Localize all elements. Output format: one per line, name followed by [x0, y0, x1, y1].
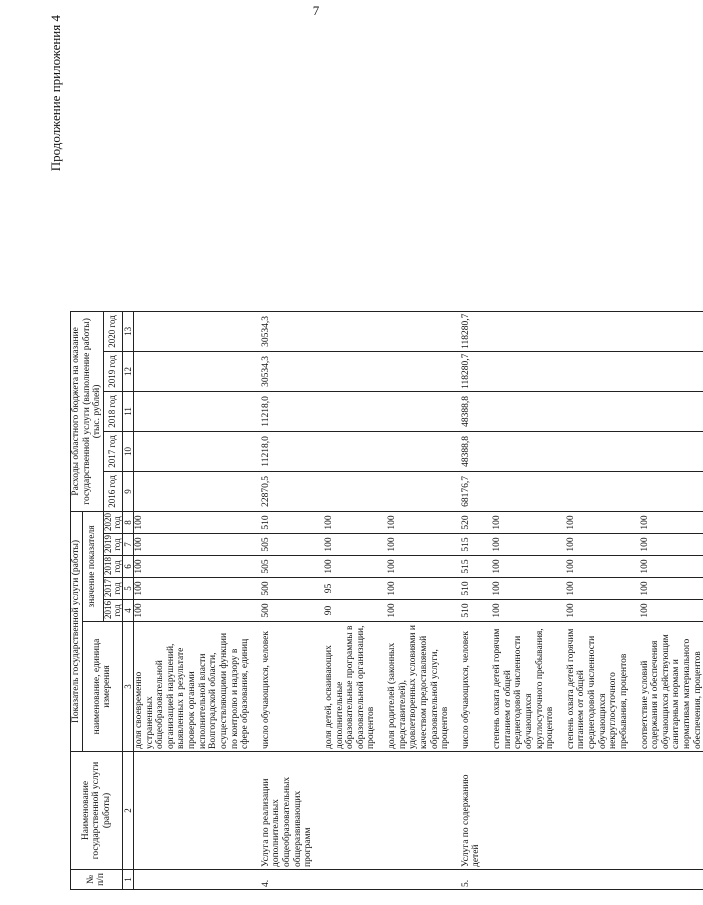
gap-cell [377, 351, 387, 391]
expense-value: 22870,5 [261, 471, 314, 511]
row-num [133, 870, 250, 890]
indicator-value: 100 [566, 578, 630, 600]
row-gap [630, 19, 640, 889]
expense-value [324, 351, 377, 391]
gap-cell [251, 534, 261, 556]
gap-cell [556, 311, 566, 351]
indicator-name: доля родителей (законных представителей), удовлетворенных условиями и качеством предоставляемой образовательной услуги, процентов [387, 622, 451, 752]
year-header-8: 2019 год [103, 351, 122, 391]
service-name [133, 752, 250, 870]
gap-spacer [451, 19, 461, 311]
indicator-value: 100 [640, 511, 703, 533]
expense-value [324, 311, 377, 351]
column-index-12: 12 [122, 351, 133, 391]
gap-cell [251, 578, 261, 600]
expense-value [640, 471, 703, 511]
expense-value: 30534,3 [261, 351, 314, 391]
gap-cell [314, 622, 324, 752]
indicator-value: 100 [133, 556, 250, 578]
row-spacer [261, 19, 314, 311]
expense-value [640, 391, 703, 431]
expense-value [387, 351, 451, 391]
gap-cell [377, 870, 387, 890]
service-name [492, 752, 556, 870]
gap-cell [377, 556, 387, 578]
gap-spacer [482, 19, 492, 311]
year-header-4: 2020 год [103, 511, 122, 533]
expense-value [133, 311, 250, 351]
gap-cell [556, 556, 566, 578]
gap-cell [251, 870, 261, 890]
year-header-1: 2017 год [103, 578, 122, 600]
row-gap [451, 19, 461, 889]
expense-value [387, 471, 451, 511]
gap-cell [556, 534, 566, 556]
row-spacer [640, 19, 703, 311]
gap-spacer [251, 19, 261, 311]
expense-value [566, 351, 630, 391]
gap-cell [377, 534, 387, 556]
row-spacer [461, 19, 482, 311]
gap-cell [314, 471, 324, 511]
gap-cell [556, 391, 566, 431]
header-spacer [71, 19, 123, 311]
indicator-value: 100 [492, 534, 556, 556]
expense-value [492, 471, 556, 511]
expense-value [133, 351, 250, 391]
expense-value: 11218,0 [261, 431, 314, 471]
row-gap [482, 19, 492, 889]
gap-cell [482, 471, 492, 511]
gap-cell [482, 600, 492, 622]
header-indicator-name: наименование, единица измерения [82, 622, 122, 752]
expense-value [133, 431, 250, 471]
gap-cell [451, 534, 461, 556]
gap-cell [630, 471, 640, 511]
header-num: № п/п [71, 870, 123, 890]
indicator-value: 505 [261, 534, 314, 556]
indicator-name: число обучающихся, человек [461, 622, 482, 752]
gap-cell [630, 556, 640, 578]
expense-value: 11218,0 [261, 391, 314, 431]
gap-cell [482, 391, 492, 431]
gap-cell [482, 578, 492, 600]
service-name [387, 752, 451, 870]
row-num [492, 870, 556, 890]
indicator-value: 510 [261, 511, 314, 533]
gap-cell [377, 471, 387, 511]
gap-cell [482, 511, 492, 533]
expense-value [324, 471, 377, 511]
indicator-value: 100 [566, 534, 630, 556]
gap-cell [630, 600, 640, 622]
column-index-7: 7 [122, 534, 133, 556]
gap-spacer [314, 19, 324, 311]
expense-value [387, 431, 451, 471]
service-name [566, 752, 630, 870]
expense-value: 68176,7 [461, 471, 482, 511]
expense-value [640, 351, 703, 391]
gap-cell [377, 600, 387, 622]
indicator-value: 100 [387, 534, 451, 556]
expense-value [133, 391, 250, 431]
row-spacer [133, 19, 250, 311]
gap-cell [314, 578, 324, 600]
column-index-1: 1 [122, 870, 133, 890]
service-name: Услуга по реализации дополнительных общеобразовательных общеразвивающих программ [261, 752, 314, 870]
gap-cell [314, 752, 324, 870]
gap-cell [556, 600, 566, 622]
row-num: 5. [461, 870, 482, 890]
services-table [70, 19, 703, 890]
indicator-value: 515 [461, 534, 482, 556]
column-index-13: 13 [122, 311, 133, 351]
gap-spacer [556, 19, 566, 311]
expense-value [324, 391, 377, 431]
indicator-value: 100 [133, 600, 250, 622]
column-index-spacer [122, 19, 133, 311]
row-num [640, 870, 703, 890]
gap-cell [251, 622, 261, 752]
gap-cell [251, 351, 261, 391]
expense-value [566, 311, 630, 351]
indicator-value: 510 [461, 578, 482, 600]
expense-value [566, 471, 630, 511]
table-row [261, 19, 314, 889]
gap-cell [451, 752, 461, 870]
gap-cell [630, 431, 640, 471]
gap-cell [630, 351, 640, 391]
indicator-value: 90 [324, 600, 377, 622]
gap-cell [314, 511, 324, 533]
indicator-value: 100 [324, 556, 377, 578]
header-service: Наименование государственной услуги (работы) [71, 752, 123, 870]
table-row [461, 19, 482, 889]
indicator-name: соответствие условий содержания и обеспечения обучающихся действующим санитарным нормам и нормативам материального обеспечения, процентов [640, 622, 703, 752]
indicator-value: 100 [640, 556, 703, 578]
gap-cell [482, 311, 492, 351]
gap-cell [556, 578, 566, 600]
service-name: Услуга по содержанию детей [461, 752, 482, 870]
gap-cell [314, 351, 324, 391]
gap-cell [630, 511, 640, 533]
column-index-2: 2 [122, 752, 133, 870]
column-index-3: 3 [122, 622, 133, 752]
gap-cell [630, 578, 640, 600]
gap-cell [556, 752, 566, 870]
row-num: 4. [261, 870, 314, 890]
indicator-value: 500 [261, 578, 314, 600]
year-header-5: 2016 год [103, 471, 122, 511]
gap-cell [556, 351, 566, 391]
gap-cell [482, 534, 492, 556]
indicator-name: число обучающихся, человек [261, 622, 314, 752]
row-spacer [566, 19, 630, 311]
service-name [324, 752, 377, 870]
expense-value [387, 311, 451, 351]
indicator-value: 100 [492, 578, 556, 600]
row-spacer [387, 19, 451, 311]
column-index-11: 11 [122, 391, 133, 431]
gap-cell [630, 870, 640, 890]
table-row [324, 19, 377, 889]
year-header-0: 2016 год [103, 600, 122, 622]
column-index-10: 10 [122, 431, 133, 471]
gap-cell [630, 311, 640, 351]
row-gap [314, 19, 324, 889]
year-header-7: 2018 год [103, 391, 122, 431]
indicator-value: 100 [324, 534, 377, 556]
gap-cell [482, 556, 492, 578]
expense-value: 48388,8 [461, 431, 482, 471]
indicator-name: доля детей, осваивающих дополнительные образовательные программы в образовательной организации, процентов [324, 622, 377, 752]
table-row [133, 19, 250, 889]
indicator-value: 100 [133, 511, 250, 533]
header-indicator-values: значение показателя [82, 511, 103, 621]
gap-cell [482, 870, 492, 890]
gap-cell [251, 600, 261, 622]
indicator-name: доля своевременно устраненных общеобразовательной организацией нарушений, выявленных в результате проверок органами исполнительной власти Волгоградской области, осуществляющими функции по контролю и надзору в сфере образования, единиц [133, 622, 250, 752]
indicator-value: 515 [461, 556, 482, 578]
expense-value: 118280,7 [461, 311, 482, 351]
gap-cell [451, 311, 461, 351]
gap-cell [377, 391, 387, 431]
indicator-value: 520 [461, 511, 482, 533]
service-name [640, 752, 703, 870]
expense-value [387, 391, 451, 431]
indicator-value: 100 [324, 511, 377, 533]
rotated-table-sheet [36, 15, 703, 890]
indicator-value: 100 [387, 578, 451, 600]
gap-cell [630, 391, 640, 431]
year-header-2: 2018 год [103, 556, 122, 578]
gap-cell [314, 431, 324, 471]
indicator-value: 100 [492, 556, 556, 578]
gap-cell [630, 752, 640, 870]
expense-value [492, 391, 556, 431]
expense-value: 30534,3 [261, 311, 314, 351]
gap-cell [314, 391, 324, 431]
gap-cell [556, 471, 566, 511]
gap-cell [630, 622, 640, 752]
gap-cell [451, 578, 461, 600]
header-expenses: Расходы областного бюджета на оказание государственной услуги (выполнение работы) (тыс. рублей) [71, 311, 104, 511]
gap-cell [251, 431, 261, 471]
expense-value: 48388,8 [461, 391, 482, 431]
gap-cell [377, 622, 387, 752]
row-gap [251, 19, 261, 889]
table-body [133, 19, 703, 889]
expense-value [492, 431, 556, 471]
indicator-value: 100 [640, 600, 703, 622]
row-num [387, 870, 451, 890]
gap-cell [314, 600, 324, 622]
gap-cell [314, 311, 324, 351]
column-index-8: 8 [122, 511, 133, 533]
indicator-value: 100 [387, 511, 451, 533]
expense-value [492, 351, 556, 391]
table-row [566, 19, 630, 889]
gap-cell [451, 471, 461, 511]
gap-cell [482, 752, 492, 870]
gap-cell [377, 511, 387, 533]
gap-cell [314, 870, 324, 890]
column-index-6: 6 [122, 556, 133, 578]
gap-cell [451, 870, 461, 890]
column-index-4: 4 [122, 600, 133, 622]
header-indicator-group: Показатель государственной услуги (работы) [71, 511, 83, 751]
column-index-9: 9 [122, 471, 133, 511]
expense-value [492, 311, 556, 351]
indicator-value: 100 [566, 556, 630, 578]
expense-value [133, 471, 250, 511]
gap-cell [451, 556, 461, 578]
row-num [324, 870, 377, 890]
indicator-value: 100 [640, 578, 703, 600]
indicator-value: 500 [261, 600, 314, 622]
column-index-5: 5 [122, 578, 133, 600]
year-header-6: 2017 год [103, 431, 122, 471]
indicator-value: 100 [387, 556, 451, 578]
gap-cell [377, 431, 387, 471]
expense-value [640, 311, 703, 351]
expense-value [324, 431, 377, 471]
gap-cell [451, 622, 461, 752]
gap-cell [251, 391, 261, 431]
gap-cell [451, 351, 461, 391]
gap-cell [556, 511, 566, 533]
indicator-value: 100 [566, 511, 630, 533]
row-num [566, 870, 630, 890]
table-row [387, 19, 451, 889]
gap-spacer [630, 19, 640, 311]
table-row [492, 19, 556, 889]
indicator-value: 100 [566, 600, 630, 622]
gap-cell [251, 311, 261, 351]
expense-value [566, 431, 630, 471]
continuation-label: Продолжение приложения 4 [48, 15, 63, 172]
expense-value [566, 391, 630, 431]
gap-cell [377, 578, 387, 600]
gap-cell [482, 431, 492, 471]
gap-cell [251, 556, 261, 578]
expense-value [640, 431, 703, 471]
row-spacer [492, 19, 556, 311]
expense-value: 118280,7 [461, 351, 482, 391]
row-gap [377, 19, 387, 889]
indicator-value: 95 [324, 578, 377, 600]
gap-cell [556, 431, 566, 471]
indicator-name: степень охвата детей горячим питанием от общей среднегодовой численности обучающихся круглосуточного пребывания, процентов [492, 622, 556, 752]
gap-cell [451, 600, 461, 622]
gap-cell [314, 556, 324, 578]
gap-cell [251, 752, 261, 870]
gap-cell [451, 511, 461, 533]
column-index-row [122, 19, 133, 889]
indicator-value: 100 [640, 534, 703, 556]
indicator-value: 100 [492, 511, 556, 533]
gap-cell [451, 431, 461, 471]
gap-spacer [377, 19, 387, 311]
indicator-value: 100 [387, 600, 451, 622]
year-header-9: 2020 год [103, 311, 122, 351]
indicator-value: 100 [133, 534, 250, 556]
indicator-value: 510 [461, 600, 482, 622]
indicator-value: 505 [261, 556, 314, 578]
row-gap [556, 19, 566, 889]
row-spacer [324, 19, 377, 311]
page-number: 7 [312, 3, 320, 18]
table-row [640, 19, 703, 889]
gap-cell [482, 622, 492, 752]
gap-cell [251, 471, 261, 511]
gap-cell [377, 311, 387, 351]
indicator-value: 100 [133, 578, 250, 600]
gap-cell [482, 351, 492, 391]
gap-cell [314, 534, 324, 556]
gap-cell [556, 622, 566, 752]
indicator-name: степень охвата детей горячим питанием от общей среднегодовой численности обучающихся некруглосуточного пребывания, процентов [566, 622, 630, 752]
gap-cell [451, 391, 461, 431]
year-header-3: 2019 год [103, 534, 122, 556]
gap-cell [251, 511, 261, 533]
gap-cell [556, 870, 566, 890]
gap-cell [377, 752, 387, 870]
gap-cell [630, 534, 640, 556]
indicator-value: 100 [492, 600, 556, 622]
